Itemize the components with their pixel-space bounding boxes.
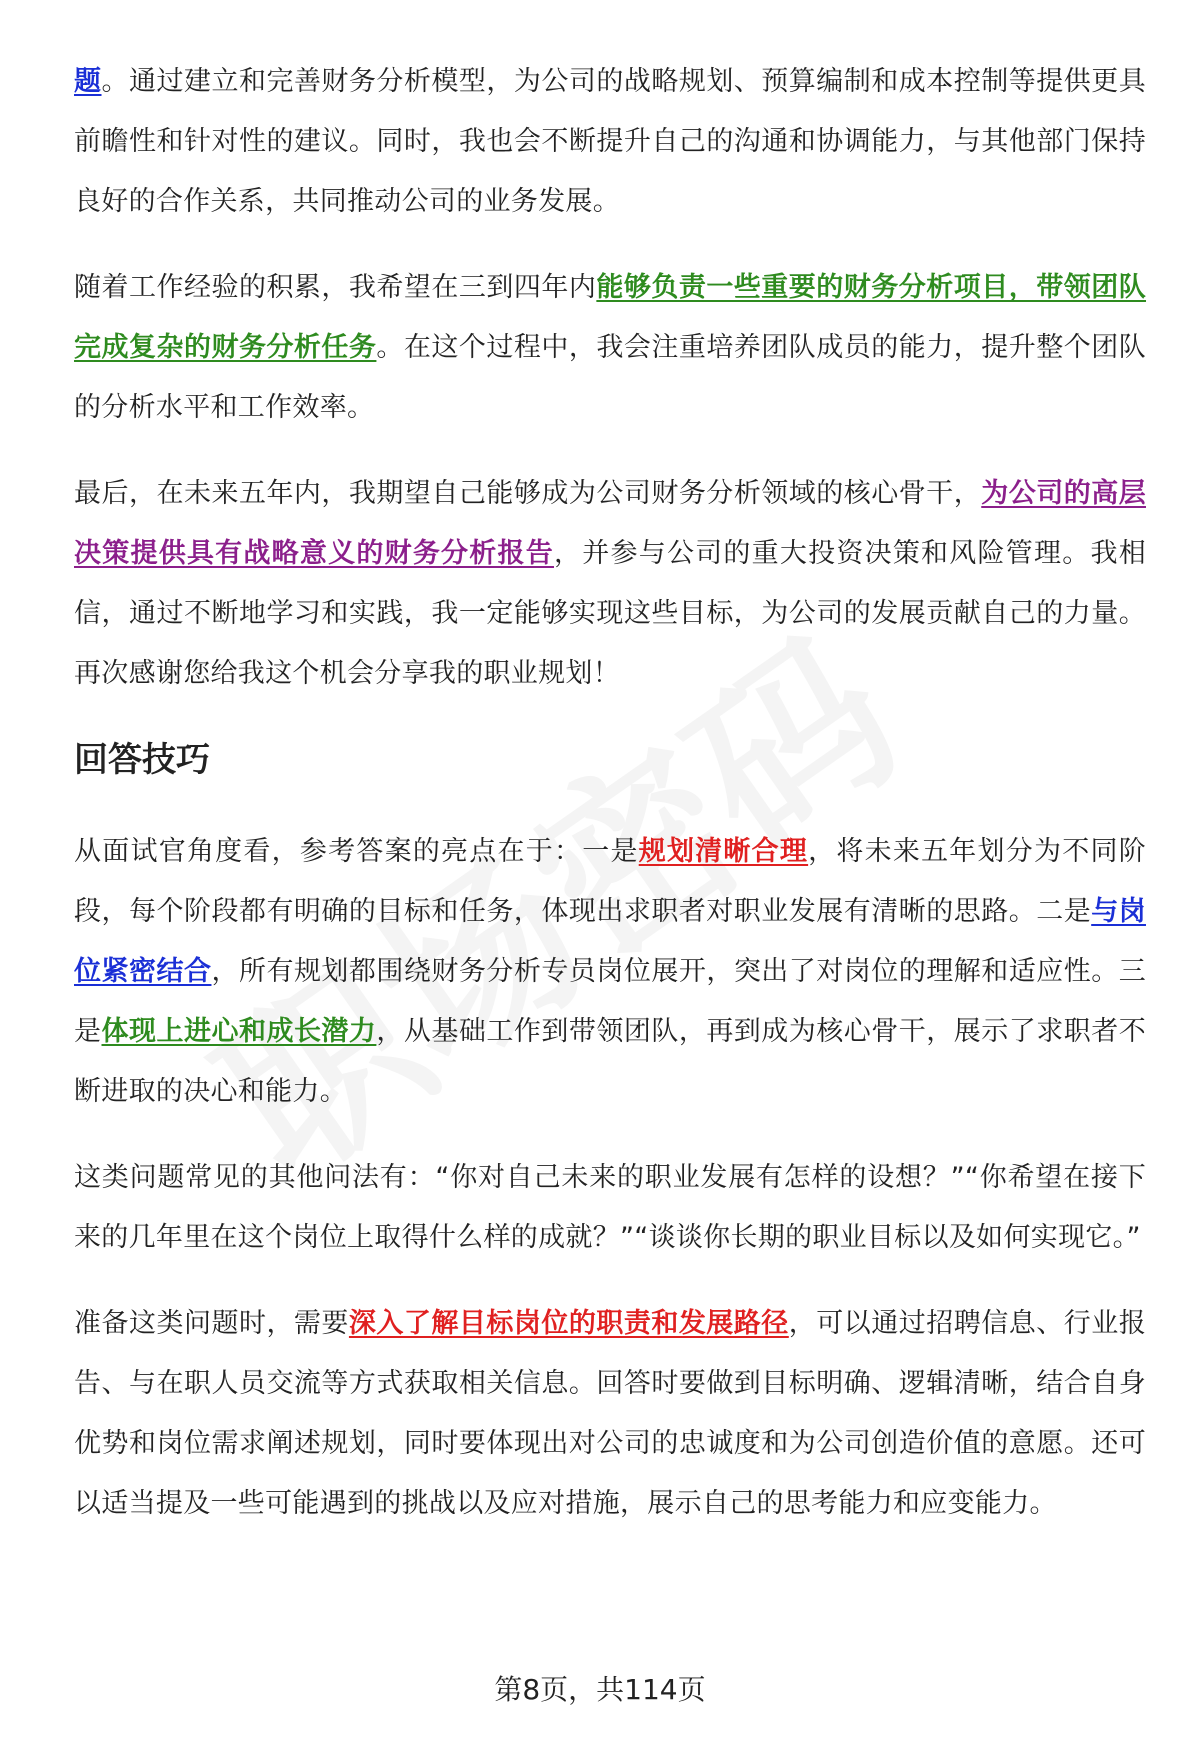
paragraph-text: ，从基础工作到带领团队，再到成为核心骨干，展示了求职者不断进取的决心和能力。 (74, 1016, 1146, 1107)
paragraph-text: 准备这类问题时，需要 (74, 1308, 349, 1339)
paragraph (74, 464, 1146, 704)
paragraph (74, 52, 1146, 232)
paragraph-text: 。通过建立和完善财务分析模型，为公司的战略规划、预算编制和成本控制等提供更具前瞻性和针对性的建议。同时，我也会不断提升自己的沟通和协调能力，与其他部门保持良好的合作关系，共同推动公司的业务发展。 (74, 66, 1146, 217)
section-heading: 回答技巧 (74, 740, 210, 780)
highlighted-phrase: 规划清晰合理 (638, 836, 809, 867)
highlighted-phrase: 与岗位紧密结合 (74, 896, 1146, 987)
paragraph-text: ，将未来五年划分为不同阶段，每个阶段都有明确的目标和任务，体现出求职者对职业发展有清晰的思路。二是 (74, 836, 1147, 927)
highlighted-phrase: 题 (74, 66, 102, 97)
paragraph-text: ，并参与公司的重大投资决策和风险管理。我相信，通过不断地学习和实践，我一定能够实现这些目标，为公司的发展贡献自己的力量。再次感谢您给我这个机会分享我的职业规划！ (74, 538, 1146, 689)
paragraph-text: 最后，在未来五年内，我期望自己能够成为公司财务分析领域的核心骨干， (74, 478, 982, 509)
highlighted-phrase: 深入了解目标岗位的职责和发展路径 (348, 1308, 789, 1339)
paragraph-text: 从面试官角度看，参考答案的亮点在于：一是 (74, 836, 639, 867)
paragraph (74, 1294, 1146, 1534)
paragraph-text: 。在这个过程中，我会注重培养团队成员的能力，提升整个团队的分析水平和工作效率。 (74, 332, 1146, 423)
paragraph (74, 1148, 1146, 1268)
highlighted-phrase: 体现上进心和成长潜力 (101, 1016, 377, 1047)
paragraph-text: 这类问题常见的其他问法有：“你对自己未来的职业发展有怎样的设想？”“你希望在接下来的几年里在这个岗位上取得什么样的成就？”“谈谈你长期的职业目标以及如何实现它。” (74, 1162, 1146, 1253)
paragraph-text: ，可以通过招聘信息、行业报告、与在职人员交流等方式获取相关信息。回答时要做到目标明确、逻辑清晰，结合自身优势和岗位需求阐述规划，同时要体现出对公司的忠诚度和为公司创造价值的意愿。还可以适当提及一些可能遇到的挑战以及应对措施，展示自己的思考能力和应变能力。 (74, 1308, 1146, 1519)
paragraph (74, 822, 1146, 1122)
page-number-footer: 第8页，共114页 (494, 1673, 706, 1706)
paragraph (74, 258, 1146, 438)
highlighted-phrase: 为公司的高层决策提供具有战略意义的财务分析报告 (74, 478, 1146, 569)
paragraph-text: 随着工作经验的积累，我希望在三到四年内 (74, 272, 597, 303)
paragraph-text: ，所有规划都围绕财务分析专员岗位展开，突出了对岗位的理解和适应性。三是 (74, 956, 1147, 1047)
document-body (74, 52, 1146, 1560)
highlighted-phrase: 能够负责一些重要的财务分析项目，带领团队完成复杂的财务分析任务 (74, 272, 1147, 363)
